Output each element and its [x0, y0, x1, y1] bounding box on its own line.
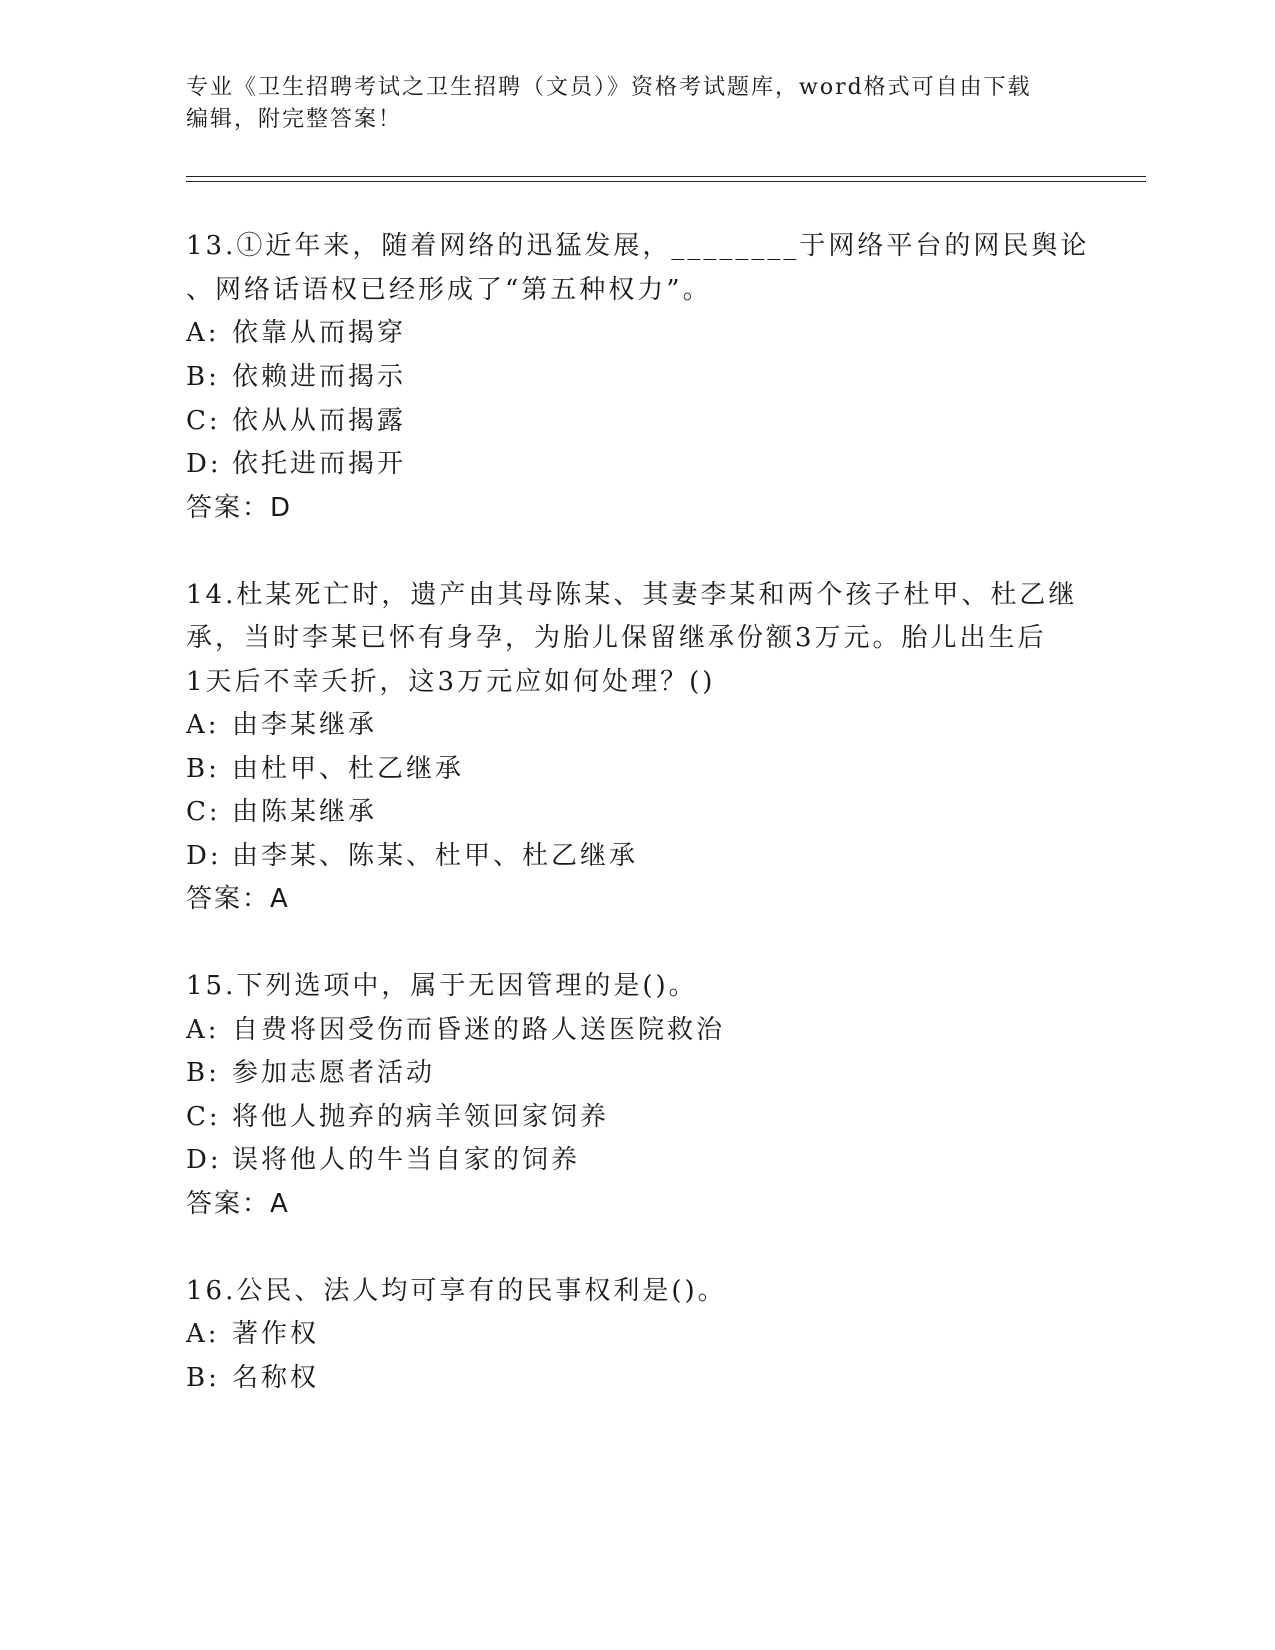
question-15-answer: 答案：A — [186, 1189, 290, 1219]
question-15-option-a: A: 自费将因受伤而昏迷的路人送医院救治 — [186, 1015, 726, 1045]
question-13-option-b: B: 依赖进而揭示 — [186, 362, 407, 392]
question-16-option-b: B: 名称权 — [186, 1363, 320, 1393]
question-15-option-c: C: 将他人抛弃的病羊领回家饲养 — [186, 1102, 610, 1132]
question-15-stem-line-1: 15.下列选项中，属于无因管理的是()。 — [186, 971, 698, 1001]
question-14-option-a: A: 由李某继承 — [186, 710, 378, 740]
question-16-stem-line-1: 16.公民、法人均可享有的民事权利是()。 — [186, 1276, 727, 1306]
header-divider-top — [186, 176, 1146, 177]
question-14-stem-line-3: 1天后不幸夭折，这3万元应如何处理？() — [186, 667, 716, 697]
question-15-option-d: D: 误将他人的牛当自家的饲养 — [186, 1145, 581, 1175]
question-14-option-c: C: 由陈某继承 — [186, 797, 378, 827]
document-header — [186, 72, 1086, 136]
question-14-stem-line-2: 承，当时李某已怀有身孕，为胎儿保留继承份额3万元。胎儿出生后 — [186, 623, 1047, 653]
question-13-option-d: D: 依托进而揭开 — [186, 449, 407, 479]
question-14-answer: 答案：A — [186, 884, 290, 914]
header-line-1: 专业《卫生招聘考试之卫生招聘（文员）》资格考试题库，word格式可自由下载 — [186, 75, 1032, 100]
question-13-option-a: A: 依靠从而揭穿 — [186, 318, 407, 348]
question-13-stem-line-1: 13.①近年来，随着网络的迅猛发展，________于网络平台的网民舆论 — [186, 231, 1090, 261]
header-divider-bottom — [186, 181, 1146, 182]
question-14-option-d: D: 由李某、陈某、杜甲、杜乙继承 — [186, 841, 639, 871]
question-14-option-b: B: 由杜甲、杜乙继承 — [186, 754, 465, 784]
question-13-stem-line-2: 、网络话语权已经形成了“第五种权力”。 — [186, 275, 712, 305]
question-13-option-c: C: 依从从而揭露 — [186, 406, 407, 436]
header-line-2: 编辑，附完整答案！ — [186, 107, 403, 132]
question-14-stem-line-1: 14.杜某死亡时，遗产由其母陈某、其妻李某和两个孩子杜甲、杜乙继 — [186, 580, 1078, 610]
question-15-option-b: B: 参加志愿者活动 — [186, 1058, 436, 1088]
question-16-option-a: A: 著作权 — [186, 1319, 320, 1349]
question-13-answer: 答案：D — [186, 493, 293, 523]
